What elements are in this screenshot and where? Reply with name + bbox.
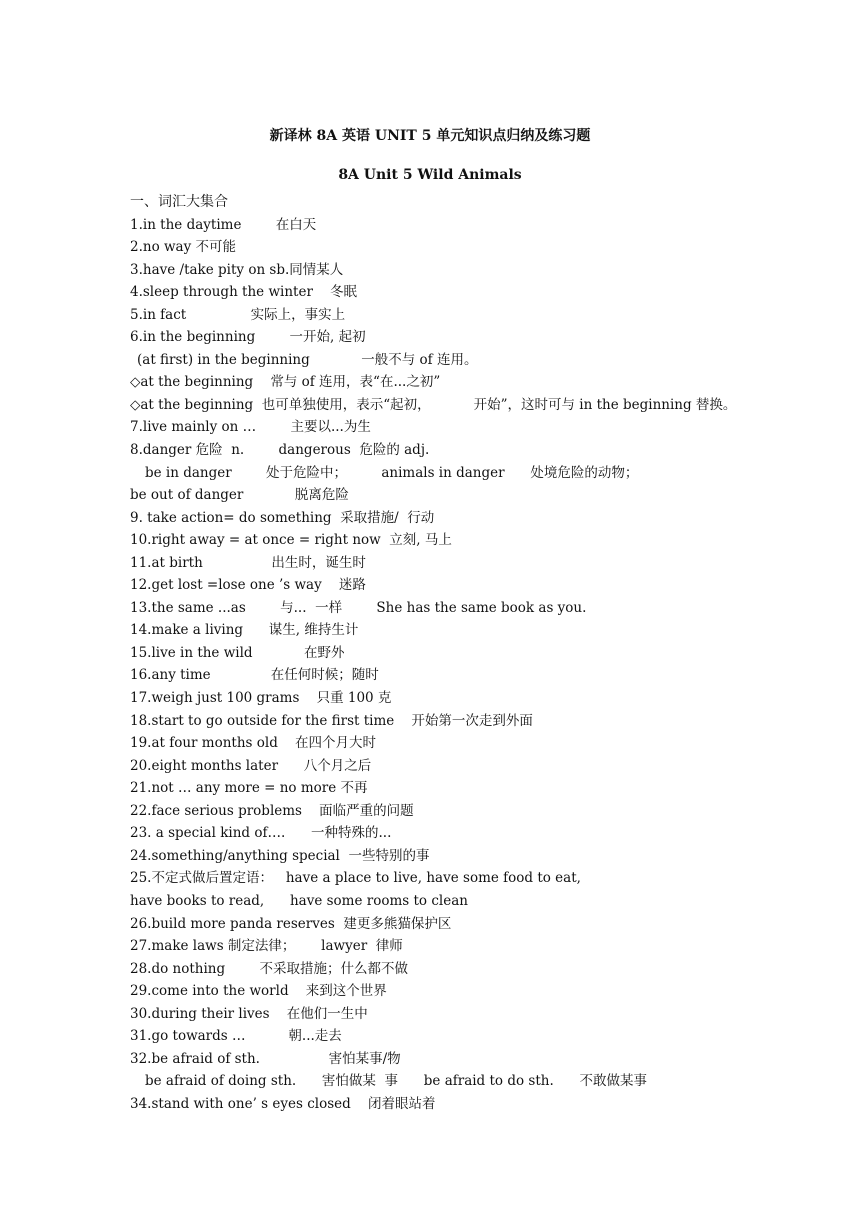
vocab-note-line: ◇at the beginning 常与 of 连用，表“在...之初” (130, 374, 441, 391)
vocab-line: 25.不定式做后置定语： have a place to live, have some food to eat, (130, 870, 581, 887)
vocab-line: 7.live mainly on … 主要以...为生 (130, 419, 371, 436)
vocab-note-line: be in danger 处于危险中； animals in danger 处境危险的动物； (145, 464, 639, 481)
vocab-note-line: be out of danger 脱离危险 (130, 487, 349, 504)
vocab-line: 10.right away = at once = right now 立刻, 马上 (130, 532, 452, 549)
vocab-line: 2.no way 不可能 (130, 239, 237, 256)
vocab-line: 11.at birth 出生时，诞生时 (130, 554, 366, 571)
vocabulary-section (130, 191, 780, 1115)
vocab-line: 16.any time 在任何时候；随时 (130, 667, 379, 684)
vocab-line: 30.during their lives 在他们一生中 (130, 1005, 368, 1022)
vocab-line: 5.in fact 实际上，事实上 (130, 306, 346, 323)
vocab-line: 13.the same ...as 与... 一样 She has the same book as you. (130, 599, 587, 616)
vocab-line: 23. a special kind of…. 一种特殊的... (130, 825, 392, 842)
vocab-line: 28.do nothing 不采取措施；什么都不做 (130, 960, 408, 977)
vocab-line: 1.in the daytime 在白天 (130, 216, 317, 233)
vocab-line: 8.danger 危险 n. dangerous 危险的 adj. (130, 442, 430, 459)
vocab-line: 9. take action= do something 采取措施/ 行动 (130, 509, 435, 526)
vocab-line: 22.face serious problems 面临严重的问题 (130, 802, 414, 819)
vocab-line: 21.not … any more = no more 不再 (130, 780, 368, 797)
vocab-line: 18.start to go outside for the first time 开始第一次走到外面 (130, 712, 533, 729)
vocab-line: 24.something/anything special 一些特别的事 (130, 847, 430, 864)
section-heading: 一、词汇大集合 (130, 194, 228, 210)
vocab-line: 4.sleep through the winter 冬眠 (130, 284, 358, 301)
vocab-line: 20.eight months later 八个月之后 (130, 757, 372, 774)
vocab-line: 31.go towards … 朝...走去 (130, 1028, 342, 1045)
vocab-line: 15.live in the wild 在野外 (130, 644, 345, 661)
vocab-line: 3.have /take pity on sb.同情某人 (130, 261, 344, 278)
vocab-note-line: ◇at the beginning 也可单独使用，表示“起初， 开始”，这时可与 in the beginning 替换。 (130, 396, 737, 413)
vocab-note-line: be afraid of doing sth. 害怕做某 事 be afraid to do sth. 不敢做某事 (145, 1073, 647, 1090)
vocab-line: 29.come into the world 来到这个世界 (130, 983, 387, 1000)
vocab-note-line: (at first) in the beginning 一般不与 of 连用。 (137, 351, 478, 368)
vocab-line: 17.weigh just 100 grams 只重 100 克 (130, 690, 392, 707)
vocab-line: 12.get lost =lose one ’s way 迷路 (130, 577, 366, 594)
vocab-line: 32.be afraid of sth. 害怕某事/物 (130, 1050, 401, 1067)
vocab-note-line: have books to read, have some rooms to clean (130, 892, 468, 909)
unit-subtitle: 8A Unit 5 Wild Animals (338, 167, 522, 183)
vocab-line: 14.make a living 谋生, 维持生计 (130, 622, 359, 639)
document-title: 新译林 8A 英语 UNIT 5 单元知识点归纳及练习题 (269, 128, 591, 144)
vocab-line: 19.at four months old 在四个月大时 (130, 735, 377, 752)
vocab-line: 6.in the beginning 一开始, 起初 (130, 329, 366, 346)
vocab-line: 34.stand with one’ s eyes closed 闭着眼站着 (130, 1095, 436, 1112)
vocab-line: 26.build more panda reserves 建更多熊猫保护区 (130, 915, 452, 932)
vocab-line: 27.make laws 制定法律； lawyer 律师 (130, 938, 403, 955)
